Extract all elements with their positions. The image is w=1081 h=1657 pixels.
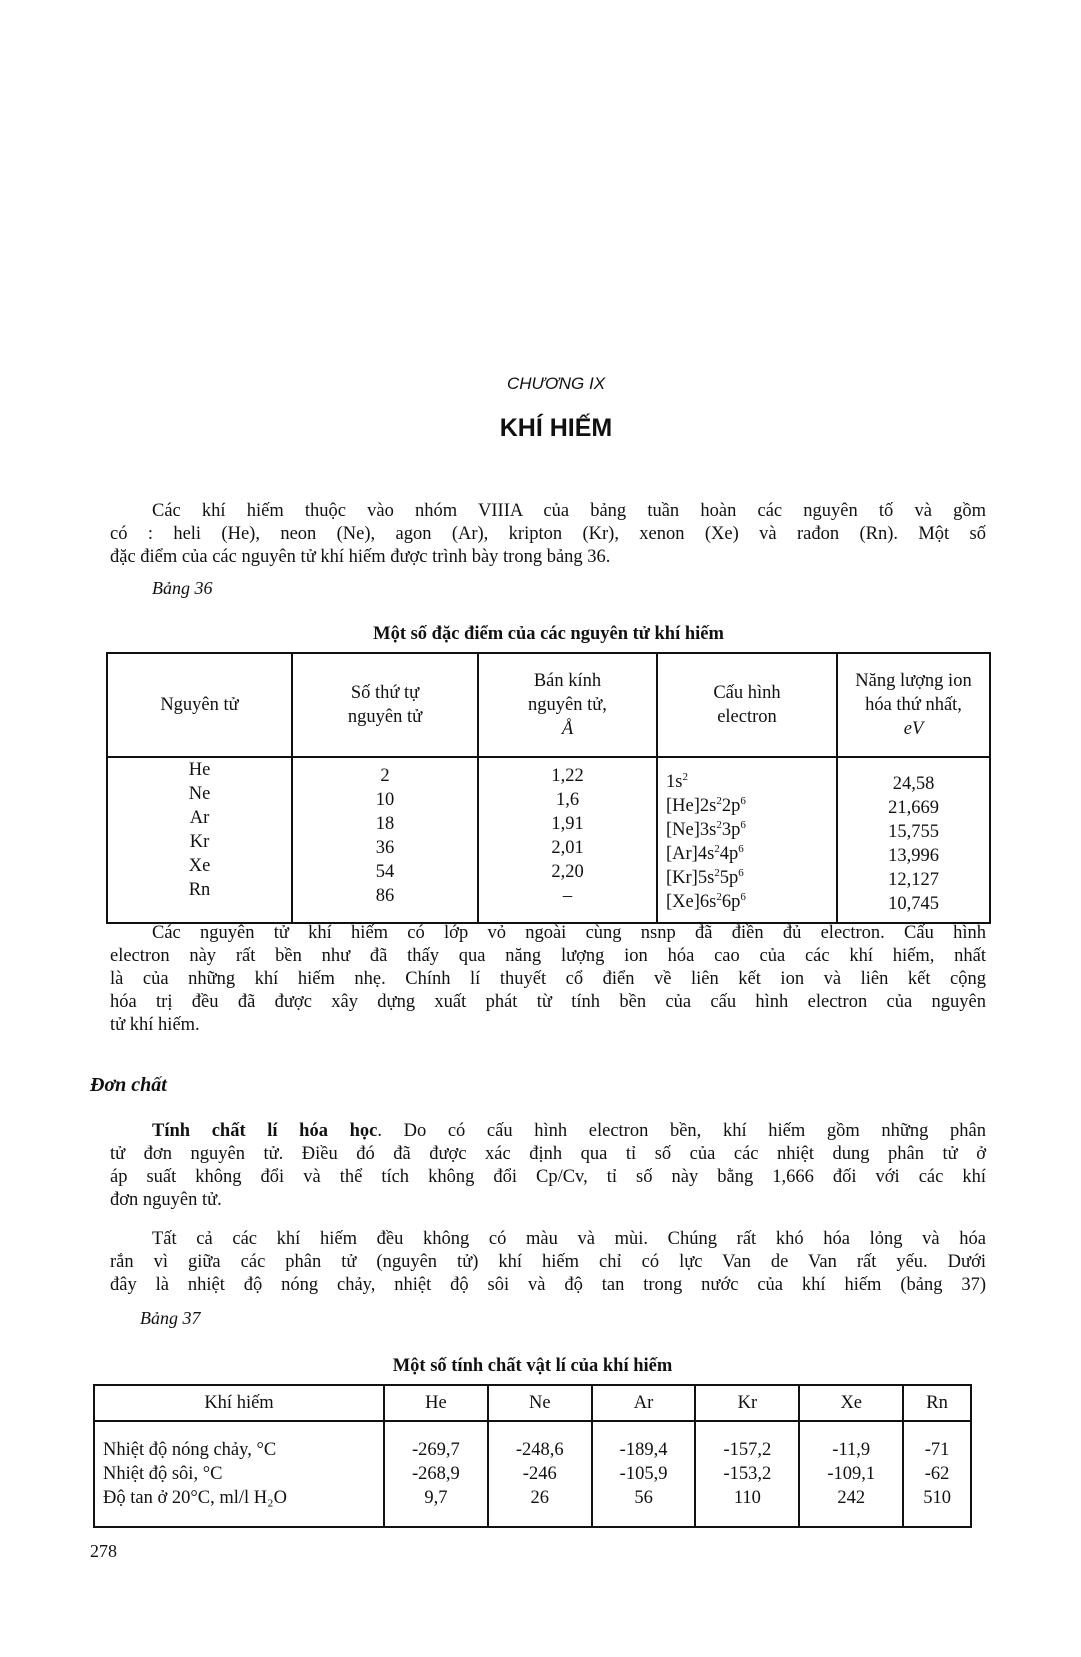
header-cell: Xe — [799, 1385, 903, 1421]
header-cell: Năng lượng ion hóa thứ nhất, eV — [837, 653, 990, 757]
row-labels-cell: Nhiệt độ nóng chảy, °C Nhiệt độ sôi, °C Độ tan ở 20°C, ml/l H₂O — [94, 1421, 384, 1527]
elements-cell: He Ne Ar Kr Xe Rn — [107, 757, 292, 923]
text-line: đây là nhiệt độ nóng chảy, nhiệt độ sôi và độ tan trong nước của khí hiếm (bảng 37) — [110, 1275, 986, 1295]
chapter-title: KHÍ HIẾM — [499, 414, 613, 442]
table37-caption: Bảng 37 — [140, 1308, 201, 1328]
atomic-number-cell: 2 10 18 36 54 86 — [292, 757, 478, 923]
text-line: rắn vì giữa các phân tử (nguyên tử) khí hiếm chỉ có lực Van de Van rất yếu. Dưới — [110, 1252, 986, 1272]
header-cell: Bán kính nguyên tử, Å — [478, 653, 657, 757]
config-cell: $1s^2$ $[He]2s^22p^6$ $[Ne]3s^23p^6$ $[Ar]4s^24p^6$ $[Kr]5s^25p^6$ $[Xe]6s^26p^6$ — [657, 757, 837, 923]
paragraph-intro — [110, 500, 986, 569]
text-line: đặc điểm của các nguyên tử khí hiếm được trình bày trong bảng 36. — [110, 547, 611, 567]
value-cell: -189,4 -105,9 56 — [592, 1421, 696, 1527]
chapter-label: CHƯƠNG IX — [506, 374, 606, 393]
text-line: Các khí hiếm thuộc vào nhóm VIIIA của bảng tuần hoàn các nguyên tố và gồm — [152, 501, 986, 521]
value-cell: -248,6 -246 26 — [488, 1421, 592, 1527]
text-line: có : heli (He), neon (Ne), agon (Ar), kripton (Kr), xenon (Xe) và rađon (Rn). Một số — [110, 524, 986, 544]
table37-title: Một số tính chất vật lí của khí hiếm — [392, 1356, 673, 1376]
text-line: Các nguyên tử khí hiếm có lớp vỏ ngoài cùng nsnp đã điền đủ electron. Cấu hình — [152, 923, 986, 943]
value-cell: -11,9 -109,1 242 — [799, 1421, 903, 1527]
text-line: đơn nguyên tử. — [110, 1190, 222, 1210]
table-header-row — [107, 653, 990, 757]
ionization-cell: 24,58 21,669 15,755 13,996 12,127 10,745 — [837, 757, 990, 923]
text-line: áp suất không đổi và thể tích không đổi Cp/Cv, tỉ số này bằng 1,666 đối với các khí — [110, 1167, 986, 1187]
value-cell: -157,2 -153,2 110 — [695, 1421, 799, 1527]
header-cell: Ne — [488, 1385, 592, 1421]
paragraph-physical — [110, 1228, 986, 1297]
table-row — [107, 757, 990, 923]
page-number: 278 — [90, 1541, 117, 1561]
table-36 — [106, 652, 991, 924]
table-row — [94, 1421, 971, 1527]
text-line: Tất cả các khí hiếm đều không có màu và mùi. Chúng rất khó hóa lỏng và hóa — [152, 1229, 986, 1249]
header-cell: He — [384, 1385, 488, 1421]
header-cell: Cấu hình electron — [657, 653, 837, 757]
bold-lead: Tính chất lí hóa học — [152, 1121, 378, 1141]
header-cell: Kr — [695, 1385, 799, 1421]
table36-caption: Bảng 36 — [152, 578, 213, 598]
text-line: Tính chất lí hóa học. Do có cấu hình electron bền, khí hiếm gồm những phân — [152, 1121, 986, 1141]
text-line: hóa trị đều đã được xây dựng xuất phát từ tính bền của cấu hình electron của nguyên — [110, 992, 986, 1012]
header-cell: Khí hiếm — [94, 1385, 384, 1421]
header-cell: Rn — [903, 1385, 971, 1421]
table36-title: Một số đặc điểm của các nguyên tử khí hiếm — [373, 624, 724, 644]
value-cell: -71 -62 510 — [903, 1421, 971, 1527]
radius-cell: 1,22 1,6 1,91 2,01 2,20 – — [478, 757, 657, 923]
table-header-row — [94, 1385, 971, 1421]
value-cell: -269,7 -268,9 9,7 — [384, 1421, 488, 1527]
header-cell: Nguyên tử — [107, 653, 292, 757]
paragraph-properties — [110, 1120, 986, 1212]
text-line: là của những khí hiếm nhẹ. Chính lí thuyết cổ điển về liên kết ion và liên kết cộng — [110, 969, 986, 989]
header-cell: Số thứ tự nguyên tử — [292, 653, 478, 757]
table-37 — [93, 1384, 972, 1528]
text-line: electron này rất bền như đã thấy qua năng lượng ion hóa cao của các khí hiếm, nhất — [110, 946, 986, 966]
text-line: tử khí hiếm. — [110, 1015, 200, 1035]
header-cell: Ar — [592, 1385, 696, 1421]
section-heading: Đơn chất — [90, 1074, 167, 1096]
text-line: tử đơn nguyên tử. Điều đó đã được xác định qua tỉ số của các nhiệt dung phân tử ở — [110, 1144, 986, 1164]
paragraph-stability — [110, 922, 986, 1037]
